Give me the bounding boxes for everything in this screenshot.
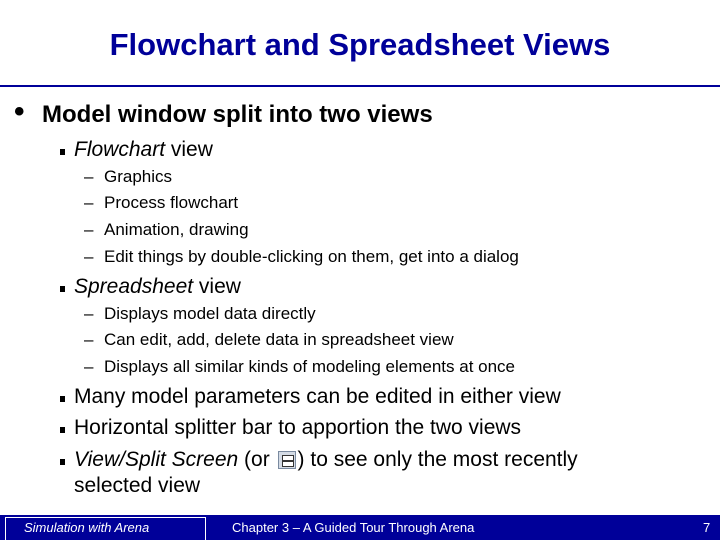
title-divider <box>0 85 720 87</box>
square-bullet-icon <box>60 149 65 155</box>
list-item <box>84 357 516 377</box>
bullet-main-text: Model window split into two views <box>42 101 433 128</box>
split-text-after: ) to see only the most recently <box>297 448 578 471</box>
square-bullet-icon <box>60 286 65 292</box>
list-item-text: Graphics <box>104 167 173 186</box>
split-screen-icon <box>278 451 296 469</box>
flowchart-label-rest: view <box>165 138 213 161</box>
footer-course: Simulation with Arena <box>24 520 150 535</box>
list-item <box>84 247 519 267</box>
slide-footer <box>0 515 720 540</box>
flowchart-label: Flowchart <box>74 138 166 161</box>
slide-title: Flowchart and Spreadsheet Views <box>109 27 611 62</box>
square-bullet-icon <box>60 459 65 465</box>
list-item <box>84 304 316 324</box>
list-item-text: Process flowchart <box>104 193 239 212</box>
dash-icon: – <box>84 247 94 266</box>
dash-icon: – <box>84 357 94 376</box>
dash-icon: – <box>84 330 94 349</box>
bullet-splitter-text: Horizontal splitter bar to apportion the two views <box>74 416 522 439</box>
split-text-before: (or <box>238 448 276 471</box>
bullet-main <box>14 95 433 129</box>
dash-icon: – <box>84 304 94 323</box>
list-item <box>84 330 454 350</box>
list-item-text: Displays model data directly <box>104 304 316 323</box>
bullet-parameters-text: Many model parameters can be edited in either view <box>74 385 561 408</box>
dash-icon: – <box>84 220 94 239</box>
bullet-parameters <box>74 385 561 409</box>
bullet-split-screen-line2: selected view <box>74 474 201 497</box>
bullet-split-screen <box>74 448 578 472</box>
dash-icon: – <box>84 193 94 212</box>
spreadsheet-label: Spreadsheet <box>74 275 194 298</box>
square-bullet-icon <box>60 427 65 433</box>
list-item-text: Displays all similar kinds of modeling elements at once <box>104 357 516 376</box>
list-item-text: Can edit, add, delete data in spreadsheet view <box>104 330 454 349</box>
list-item-text: Edit things by double-clicking on them, get into a dialog <box>104 247 519 266</box>
bullet-splitter <box>74 416 521 440</box>
bullet-flowchart <box>74 138 213 162</box>
menu-path-text: View/Split Screen <box>74 448 239 471</box>
list-item <box>84 220 249 240</box>
square-bullet-icon <box>60 396 65 402</box>
list-item <box>84 167 173 187</box>
page-number: 7 <box>703 520 711 535</box>
list-item-text: Animation, drawing <box>104 220 249 239</box>
bullet-spreadsheet <box>74 275 241 299</box>
bullet-dot-icon: • <box>14 95 25 128</box>
dash-icon: – <box>84 167 94 186</box>
list-item <box>84 193 239 213</box>
footer-chapter: Chapter 3 – A Guided Tour Through Arena <box>232 520 475 535</box>
spreadsheet-label-rest: view <box>193 275 241 298</box>
